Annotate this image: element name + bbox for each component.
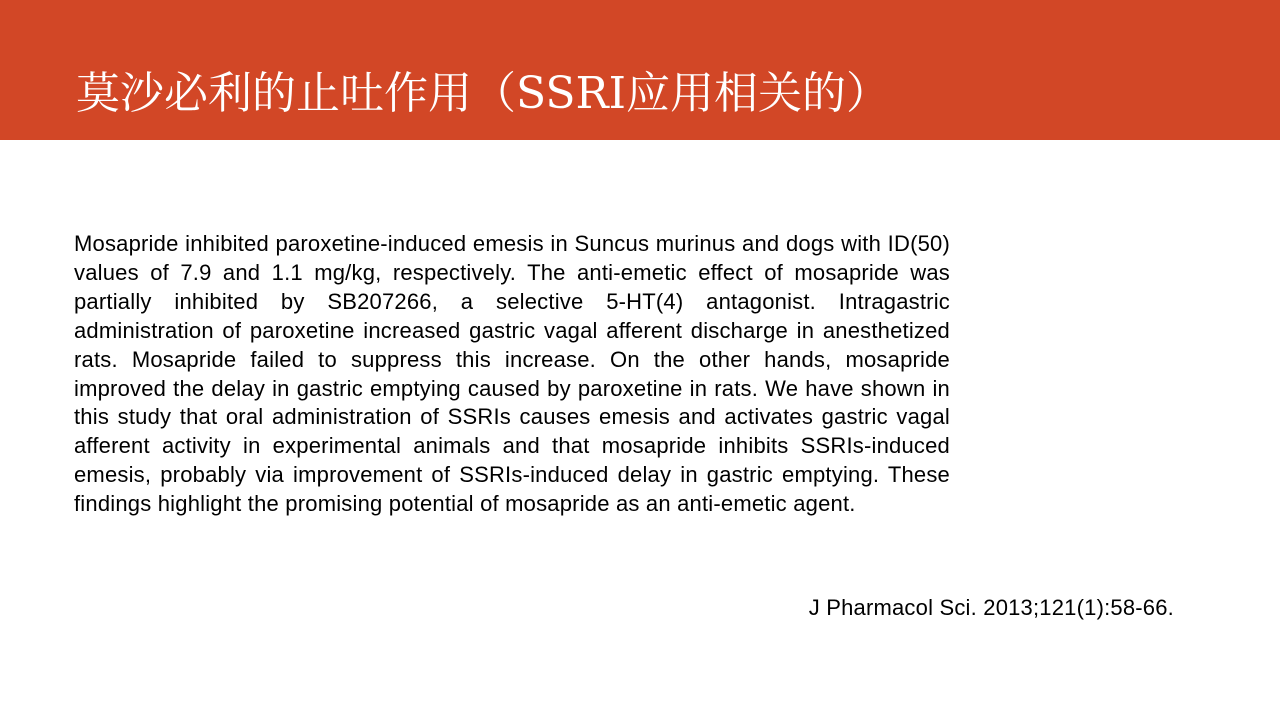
slide-title: 莫沙必利的止吐作用（SSRI应用相关的） [76,68,891,119]
title-bar [0,0,1280,140]
citation-text: J Pharmacol Sci. 2013;121(1):58-66. [808,595,1174,620]
abstract-text: Mosapride inhibited paroxetine-induced emesis in Suncus murinus and dogs with ID(50) values of 7.9 and 1.1 mg/kg, respectively. The anti-emetic effect of mosapride was partially inhibited by SB207266, a selective 5-HT(4) antagonist. Intragastric administration of paroxetine increased gastric vagal afferent discharge in anesthetized rats. Mosapride failed to suppress this increase. On the other hands, mosapride improved the delay in gastric emptying caused by paroxetine in rats. We have shown in this study that oral administration of SSRIs causes emesis and activates gastric vagal afferent activity in experimental animals and that mosapride inhibits SSRIs-induced emesis, probably via improvement of SSRIs-induced delay in gastric emptying. These findings highlight the promising potential of mosapride as an anti-emetic agent. [74,231,950,517]
